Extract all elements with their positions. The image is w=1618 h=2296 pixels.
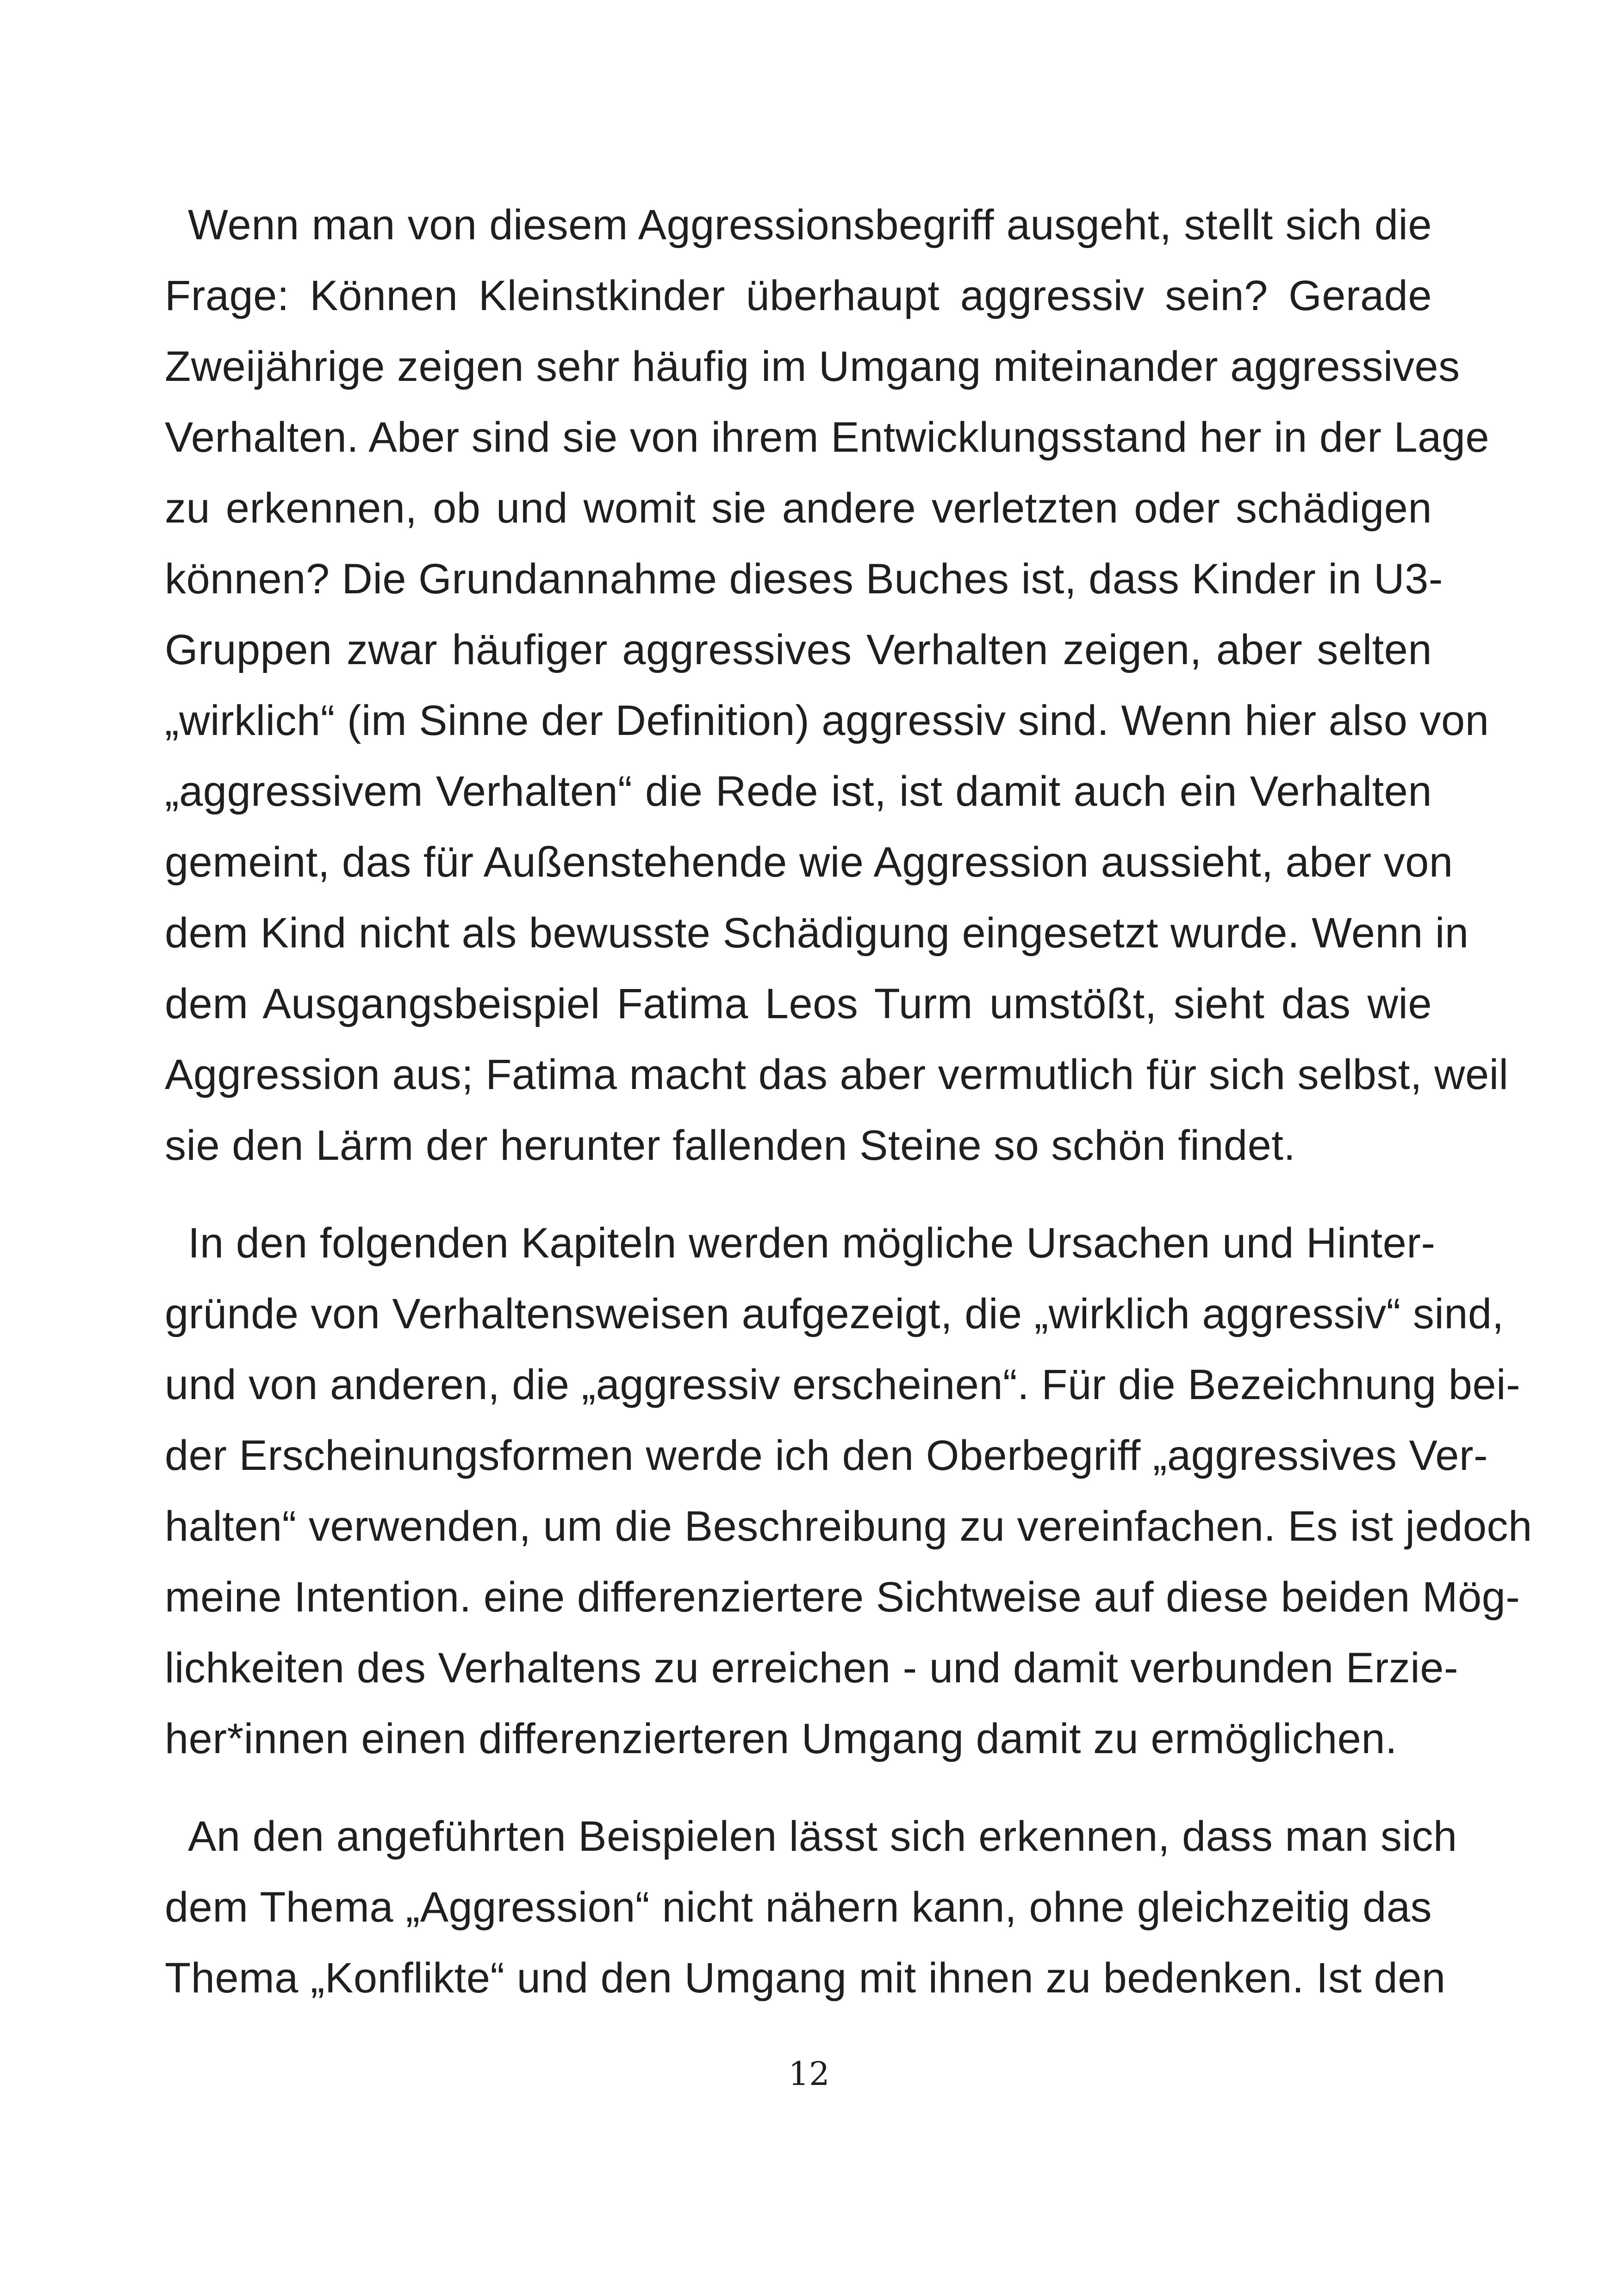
text-line: der Erscheinungsformen werde ich den Oberbegriff „aggressives Ver-	[165, 1432, 1488, 1479]
text-line: her*innen einen differenzierteren Umgang damit zu ermöglichen.	[165, 1715, 1398, 1762]
paragraph-2	[165, 1208, 1532, 1774]
text-line: „aggressivem Verhalten“ die Rede ist, ist damit auch ein Verhalten	[165, 768, 1432, 815]
paragraph-1	[165, 190, 1509, 1181]
text-line: dem Ausgangsbeispiel Fatima Leos Turm umstößt, sieht das wie	[165, 980, 1432, 1027]
paragraph-3	[165, 1801, 1457, 2014]
text-line: lichkeiten des Verhaltens zu erreichen - und damit verbunden Erzie-	[165, 1644, 1459, 1692]
text-line: dem Thema „Aggression“ nicht nähern kann, ohne gleichzeitig das	[165, 1884, 1432, 1931]
body-text	[165, 190, 1532, 2041]
text-line: und von anderen, die „aggressiv erscheinen“. Für die Bezeichnung bei-	[165, 1361, 1521, 1408]
text-line: gemeint, das für Außenstehende wie Aggression aussieht, aber von	[165, 839, 1453, 886]
text-line: Zweijährige zeigen sehr häufig im Umgang miteinander aggressives	[165, 343, 1460, 390]
text-line: Wenn man von diesem Aggressionsbegriff ausgeht, stellt sich die	[188, 201, 1432, 249]
text-line: Frage: Können Kleinstkinder überhaupt aggressiv sein? Gerade	[165, 272, 1432, 319]
text-line: dem Kind nicht als bewusste Schädigung eingesetzt wurde. Wenn in	[165, 909, 1469, 957]
text-line: zu erkennen, ob und womit sie andere verletzten oder schädigen	[165, 485, 1432, 532]
text-line: können? Die Grundannahme dieses Buches ist, dass Kinder in U3-	[165, 555, 1443, 603]
text-line: gründe von Verhaltensweisen aufgezeigt, die „wirklich aggressiv“ sind,	[165, 1290, 1504, 1338]
text-line: An den angeführten Beispielen lässt sich erkennen, dass man sich	[188, 1813, 1457, 1860]
text-line: Aggression aus; Fatima macht das aber vermutlich für sich selbst, weil	[165, 1051, 1509, 1098]
text-line: „wirklich“ (im Sinne der Definition) aggressiv sind. Wenn hier also von	[165, 697, 1489, 744]
text-line: In den folgenden Kapiteln werden mögliche Ursachen und Hinter-	[188, 1220, 1436, 1267]
page-number: 12	[788, 2055, 830, 2093]
text-line: Thema „Konflikte“ und den Umgang mit ihnen zu bedenken. Ist den	[165, 1954, 1446, 2002]
text-line: meine Intention. eine differenziertere Sichtweise auf diese beiden Mög-	[165, 1574, 1520, 1621]
text-line: Gruppen zwar häufiger aggressives Verhalten zeigen, aber selten	[165, 626, 1432, 673]
text-line: Verhalten. Aber sind sie von ihrem Entwicklungsstand her in der Lage	[165, 414, 1490, 461]
text-line: sie den Lärm der herunter fallenden Steine so schön findet.	[165, 1122, 1296, 1169]
text-line: halten“ verwenden, um die Beschreibung zu vereinfachen. Es ist jedoch	[165, 1503, 1532, 1550]
